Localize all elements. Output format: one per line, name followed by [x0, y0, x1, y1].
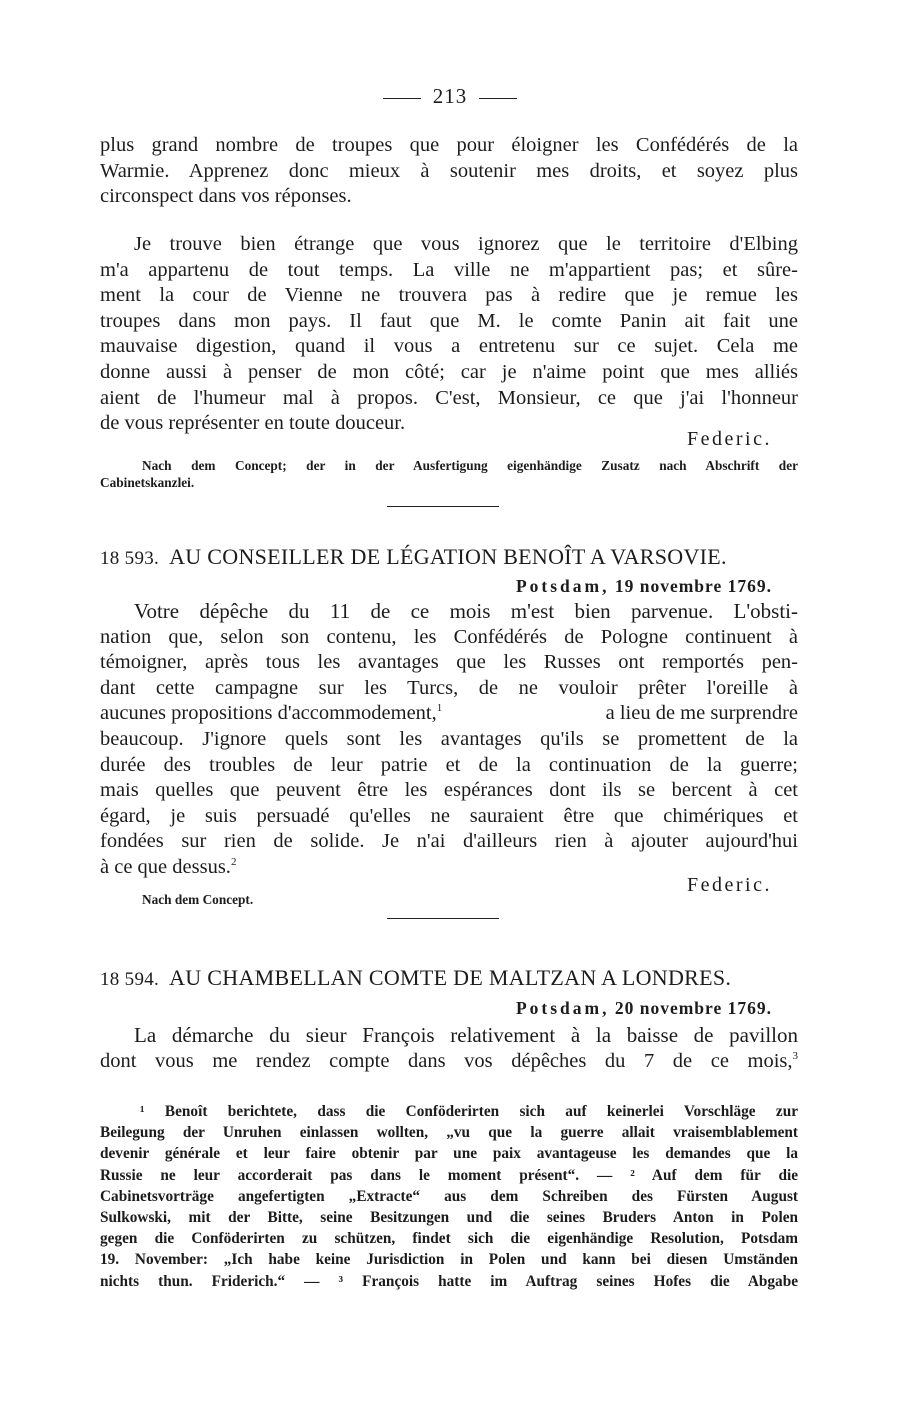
footnote-ref: 2 — [230, 855, 237, 868]
text-line-with-note — [100, 1049, 798, 1075]
signature: Federic. — [687, 428, 772, 450]
text-line: donne aussi à penser de mon côté; car je n'aime point que mes alliés — [100, 360, 798, 383]
letter-body — [100, 1023, 798, 1074]
section-divider — [387, 506, 499, 507]
text-line-part: à ce que dessus. — [100, 855, 231, 878]
footnote-ref: 3 — [792, 1049, 798, 1062]
letter-number: 18 593. — [100, 548, 160, 569]
text-line: témoigner, après tous les avantages que les Russes ont remportés pen- — [100, 651, 798, 674]
section-divider — [387, 918, 499, 919]
page-number-right-dash — [479, 98, 517, 99]
text-line: de vous représenter en toute douceur. — [100, 412, 406, 435]
dateline-date: 20 novembre 1769. — [614, 998, 772, 1018]
dateline — [516, 998, 772, 1019]
note-line: Nach dem Concept; der in der Ausfertigung eigenhändige Zusatz nach Abschrift der — [142, 458, 798, 473]
footnote-line: Russie ne leur accorderait pas dans le moment présent“. — ² Auf dem für die — [100, 1166, 798, 1184]
page-number — [0, 84, 900, 109]
footnote-line: gegen die Conföderirten zu schützen, findet sich die eigenhändige Resolution, Potsdam — [100, 1230, 798, 1248]
source-note — [100, 458, 798, 491]
text-line-part: dont vous me rendez compte dans vos dépêches du 7 de ce mois, — [100, 1049, 793, 1072]
note-line: Cabinetskanzlei. — [100, 474, 195, 490]
footnote-line: nichts thun. Friderich.“ — ³ François hatte im Auftrag seines Hofes die Abgabe — [100, 1272, 798, 1290]
footnote-line: Beilegung der Unruhen einlassen wollten, „vu que la guerre allait vraisemblablement — [100, 1124, 798, 1142]
letter-body — [100, 599, 798, 881]
text-line: durée des troubles de leur patrie et de la continuation de la guerre; — [100, 753, 798, 776]
text-line: beaucoup. J'ignore quels sont les avantages qu'ils se promettent de la — [100, 727, 798, 750]
letter-title: AU CONSEILLER DE LÉGATION BENOÎT A VARSOVIE. — [169, 544, 727, 569]
page-number-text: 213 — [432, 84, 468, 108]
footnote-ref: 1 — [436, 702, 443, 715]
text-line-part: aucunes propositions d'accommodement, — [100, 702, 437, 725]
text-line: égard, je suis persuadé qu'elles ne sauraient être que chimériques et — [100, 804, 798, 827]
page-number-left-dash — [383, 98, 421, 99]
dateline-date: 19 novembre 1769. — [614, 576, 772, 596]
note-line: Nach dem Concept. — [142, 892, 254, 907]
text-line: troupes dans mon pays. Il faut que M. le comte Panin ait fait une — [100, 309, 798, 332]
footnote-line: 19. November: „Ich habe keine Jurisdiction in Polen und kann bei diesen Umständen — [100, 1251, 798, 1269]
text-line: plus grand nombre de troupes que pour éloigner les Confédérés de la — [100, 134, 798, 156]
letter-title: AU CHAMBELLAN COMTE DE MALTZAN A LONDRES. — [169, 965, 732, 990]
text-line: nation que, selon son contenu, les Confédérés de Pologne continuent à — [100, 625, 798, 648]
signature: Federic. — [687, 874, 772, 896]
text-line: fondées sur rien de solide. Je n'ai d'ailleurs rien à ajouter aujourd'hui — [100, 830, 798, 853]
text-line: La démarche du sieur François relativement à la baisse de pavillon — [134, 1023, 798, 1047]
text-line: ment la cour de Vienne ne trouvera pas à redire que je remue les — [100, 284, 798, 307]
text-line: aient de l'humeur mal à propos. C'est, Monsieur, ce que j'ai l'honneur — [100, 386, 798, 409]
dateline-place: Potsdam, — [515, 998, 610, 1018]
letter-heading — [100, 544, 798, 570]
text-line: Votre dépêche du 11 de ce mois m'est bien parvenue. L'obsti- — [134, 599, 798, 623]
text-line: dant cette campagne sur les Turcs, de ne vouloir prêter l'oreille à — [100, 676, 798, 699]
continuation-paragraph — [100, 133, 798, 210]
paragraph-elbing — [100, 232, 798, 437]
text-line-start — [100, 701, 442, 727]
text-line: Warmie. Apprenez donc mieux à soutenir mes droits, et soyez plus — [100, 159, 798, 182]
footnotes — [100, 1101, 798, 1292]
text-line-part: a lieu de me surprendre — [605, 702, 798, 725]
text-line: circonspect dans vos réponses. — [100, 185, 352, 208]
text-line-with-note — [100, 701, 798, 727]
footnote-line: ¹ Benoît berichtete, dass die Conföderirten sich auf keinerlei Vorschläge zur — [140, 1103, 798, 1120]
source-note — [142, 892, 840, 909]
letter-number: 18 594. — [100, 969, 160, 990]
footnote-line: Cabinetsvorträge angefertigten „Extracte“ aus dem Schreiben des Fürsten August — [100, 1187, 798, 1205]
footnote-line: devenir générale et leur faire obtenir par une paix avantageuse les demandes que la — [100, 1145, 798, 1163]
dateline — [516, 576, 772, 597]
letter-heading — [100, 965, 798, 991]
text-line: Je trouve bien étrange que vous ignorez que le territoire d'Elbing — [134, 233, 798, 255]
text-line: mauvaise digestion, quand il vous a entretenu sur ce sujet. Cela me — [100, 335, 798, 358]
text-line: m'a appartenu de tout temps. La ville ne m'appartient pas; et sûre- — [100, 258, 798, 281]
dateline-place: Potsdam, — [515, 576, 610, 596]
text-line: mais quelles que peuvent être les espérances dont ils se bercent à cet — [100, 779, 798, 802]
footnote-line: Sulkowski, mit der Bitte, seine Besitzungen und die seines Bruders Anton in Polen — [100, 1208, 798, 1226]
